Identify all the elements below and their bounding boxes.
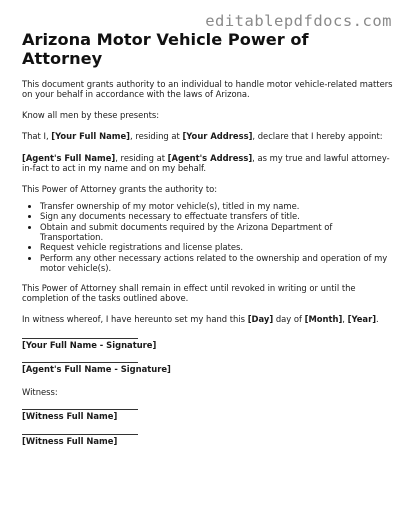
know-all-men-paragraph: Know all men by these presents: [22, 109, 160, 120]
whereof-mid: day of [273, 313, 305, 324]
power-item: • Obtain and submit documents required by the Arizona Department of Transportation. [40, 222, 394, 243]
signature-line [22, 338, 138, 339]
witness-signature-block-1 [22, 409, 394, 421]
agent-paragraph [22, 153, 394, 174]
agent-signature-block [22, 362, 394, 374]
watermark: editablepdfdocs.com [205, 12, 392, 30]
witness-name-label: [Witness Full Name] [22, 435, 118, 446]
duration-paragraph: This Power of Attorney shall remain in effect until revoked in writing or until the completion of the tasks outlined above. [22, 282, 356, 304]
whereof-pre: In witness whereof, I have hereunto set my hand this [22, 313, 248, 324]
appoint-mid: , residing at [130, 131, 183, 142]
witness-whereof-paragraph [22, 314, 394, 324]
agent-mid: , residing at [115, 152, 168, 163]
intro-paragraph: This document grants authority to an individual to handle motor vehicle-related matters on your behalf in accordance with the laws of Arizona. [22, 79, 393, 100]
powers-list [22, 201, 394, 274]
agent-post: , as my true and lawful attorney-in-fact to act in my name and on my behalf. [22, 152, 390, 174]
agent-name-placeholder: [Agent's Full Name] [22, 152, 116, 163]
power-item: • Transfer ownership of my motor vehicle(s), titled in my name. [40, 201, 394, 211]
day-placeholder: [Day] [247, 313, 274, 324]
principal-address-placeholder: [Your Address] [182, 131, 253, 142]
signature-line [22, 409, 138, 410]
document-title: Arizona Motor Vehicle Power of Attorney [22, 30, 309, 68]
power-item: • Perform any other necessary actions related to the ownership and operation of my motor vehicle(s). [40, 253, 394, 274]
appointment-paragraph [22, 131, 394, 141]
power-item: • Sign any documents necessary to effectuate transfers of title. [40, 211, 394, 221]
principal-signature-block [22, 338, 394, 350]
principal-name-placeholder: [Your Full Name] [51, 131, 130, 142]
document-body [22, 30, 394, 446]
witness-name-label: [Witness Full Name] [22, 411, 118, 422]
appoint-pre: That I, [22, 131, 52, 142]
signature-line [22, 362, 138, 363]
principal-signature-label: [Your Full Name - Signature] [22, 339, 157, 350]
whereof-post: . [376, 313, 379, 324]
agent-address-placeholder: [Agent's Address] [167, 152, 253, 163]
witness-label: Witness: [22, 386, 58, 397]
signature-line [22, 434, 138, 435]
witness-signature-block-2 [22, 434, 394, 446]
year-placeholder: [Year] [347, 313, 377, 324]
whereof-sep: , [342, 313, 348, 324]
month-placeholder: [Month] [304, 313, 343, 324]
power-item: • Request vehicle registrations and license plates. [40, 242, 394, 252]
appoint-post: , declare that I hereby appoint: [252, 131, 383, 142]
agent-signature-label: [Agent's Full Name - Signature] [22, 364, 171, 375]
grants-intro-paragraph: This Power of Attorney grants the authority to: [22, 184, 218, 195]
